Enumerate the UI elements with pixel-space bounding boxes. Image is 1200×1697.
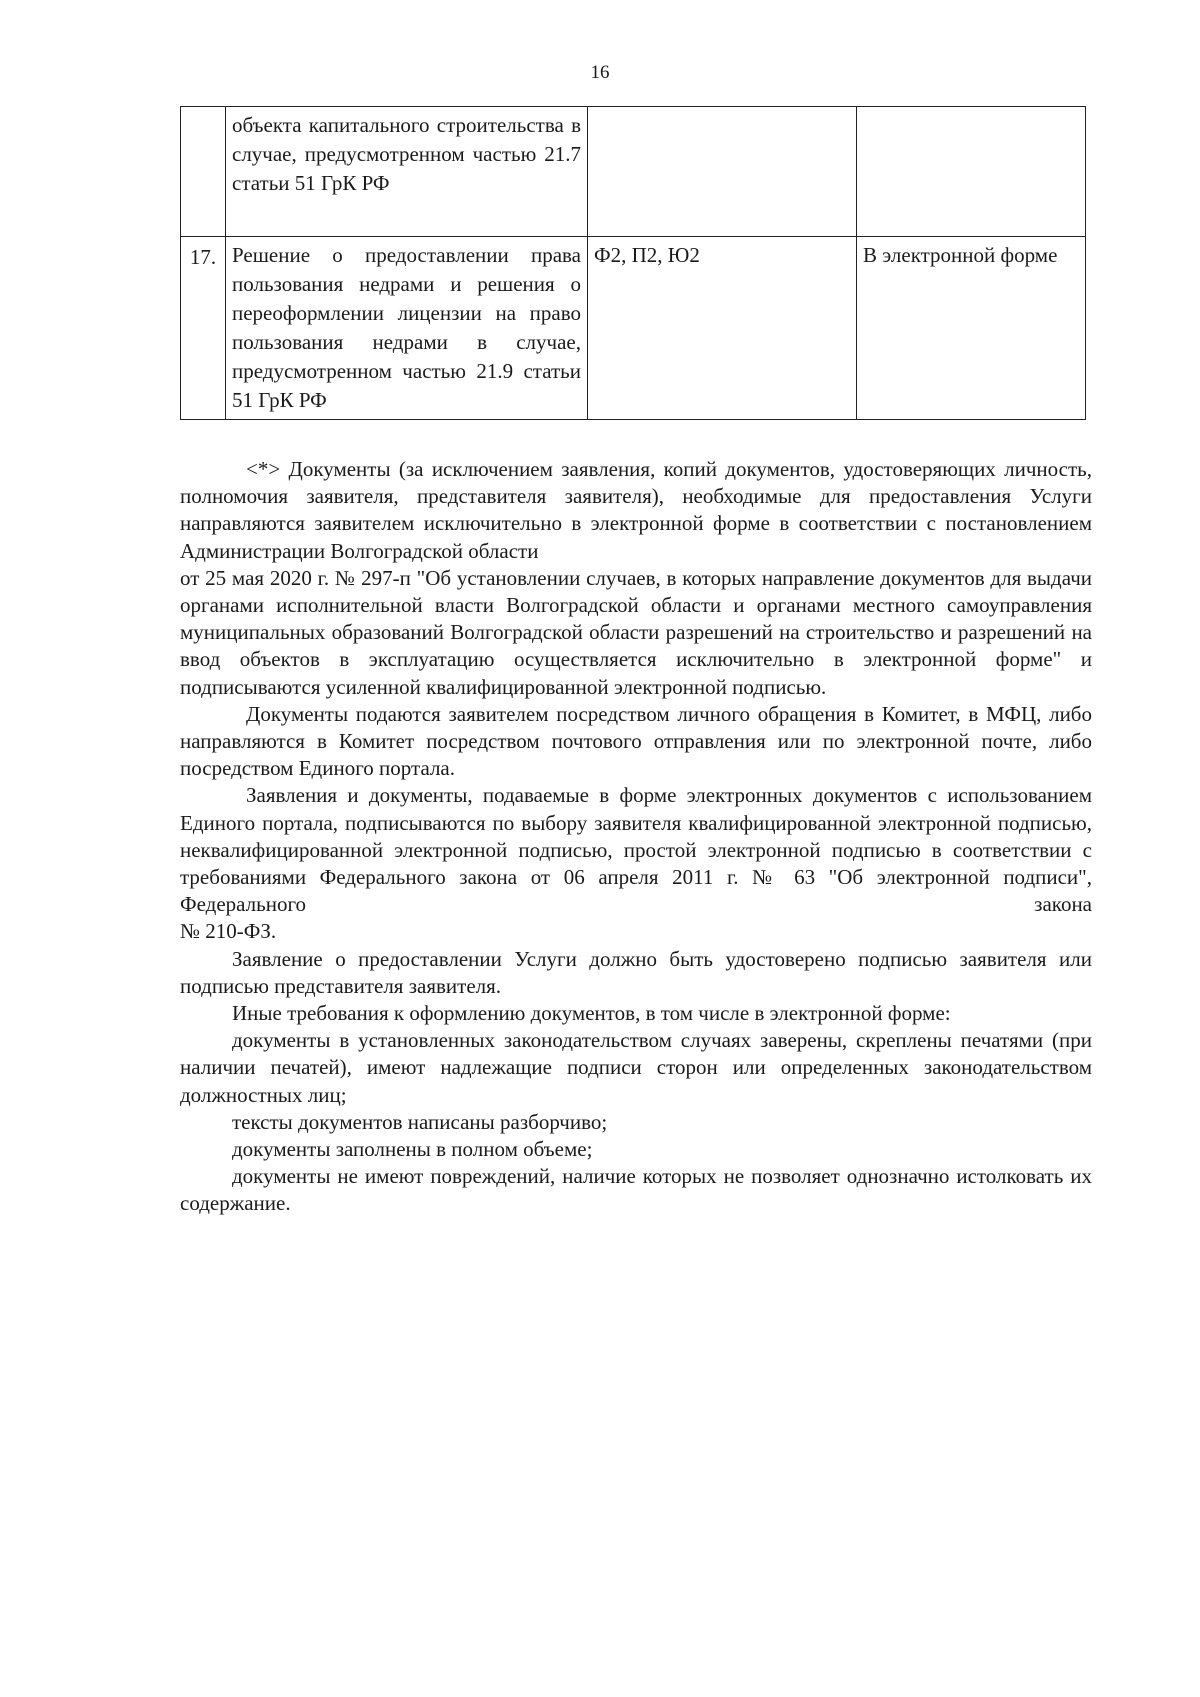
submission-form-cell [857,107,1086,237]
footnote-paragraph: <*> Документы (за исключением заявления, копий документов, удостоверяющих личность, полномочия заявителя, представителя заявителя), необходимые для предоставления Услуги направляются заявителем исключительно в электронной форме в соответствии с постановлением Администрации Волгоградской области [180,457,1092,563]
document-name-cell: объекта капитального строительства в случае, предусмотренном частью 21.7 статьи 51 ГрК РФ [226,107,588,237]
list-item: документы не имеют повреждений, наличие которых не позволяет однозначно истолковать их содержание. [180,1164,1092,1216]
paragraph: № 210-ФЗ. [180,919,277,944]
body-text [180,456,1092,1218]
paragraph: Иные требования к оформлению документов, в том числе в электронной форме: [232,1001,951,1026]
paragraph: Заявления и документы, подаваемые в форме электронных документов с использованием Единого портала, подписываются по выбору заявителя квалифицированной электронной подписью, неквалифицированной электронной подписью, простой электронной подписью в соответствии с требованиями Федерального закона от 06 апреля 2011 г. № 63 "Об электронной подписи", Федерального закона [180,783,1092,917]
submission-form-cell: В электронной форме [857,237,1086,420]
paragraph: от 25 мая 2020 г. № 297-п "Об установлении случаев, в которых направление документов для выдачи органами исполнительной власти Волгоградской области и органами местного самоуправления муниципальных образований Волгоградской области разрешений на строительство и разрешений на ввод объектов в эксплуатацию осуществляется исключительно в электронной форме" и подписываются усиленной квалифицированной электронной подписью. [180,565,1092,699]
table-row [181,237,1086,420]
table-row [181,107,1086,237]
paragraph: Документы подаются заявителем посредством личного обращения в Комитет, в МФЦ, либо направляются в Комитет посредством почтового отправления или по электронной почте, либо посредством Единого портала. [180,701,1092,781]
applicant-code-cell: Ф2, П2, Ю2 [588,237,857,420]
list-item: тексты документов написаны разборчиво; [232,1109,608,1134]
list-item: документы в установленных законодательством случаях заверены, скреплены печатями (при наличии печатей), имеют надлежащие подписи сторон или определенных законодательством должностных лиц; [180,1028,1092,1107]
row-number-cell [181,107,226,237]
applicant-code-cell [588,107,857,237]
paragraph: Заявление о предоставлении Услуги должно быть удостоверено подписью заявителя или подписью представителя заявителя. [180,946,1092,998]
row-number-cell: 17. [181,237,226,420]
list-item: документы заполнены в полном объеме; [232,1137,593,1162]
page-number: 16 [590,62,610,83]
documents-table [180,106,1086,420]
document-name-cell: Решение о предоставлении права пользования недрами и решения о переоформлении лицензии на право пользования недрами в случае, предусмотренном частью 21.9 статьи 51 ГрК РФ [226,237,588,420]
